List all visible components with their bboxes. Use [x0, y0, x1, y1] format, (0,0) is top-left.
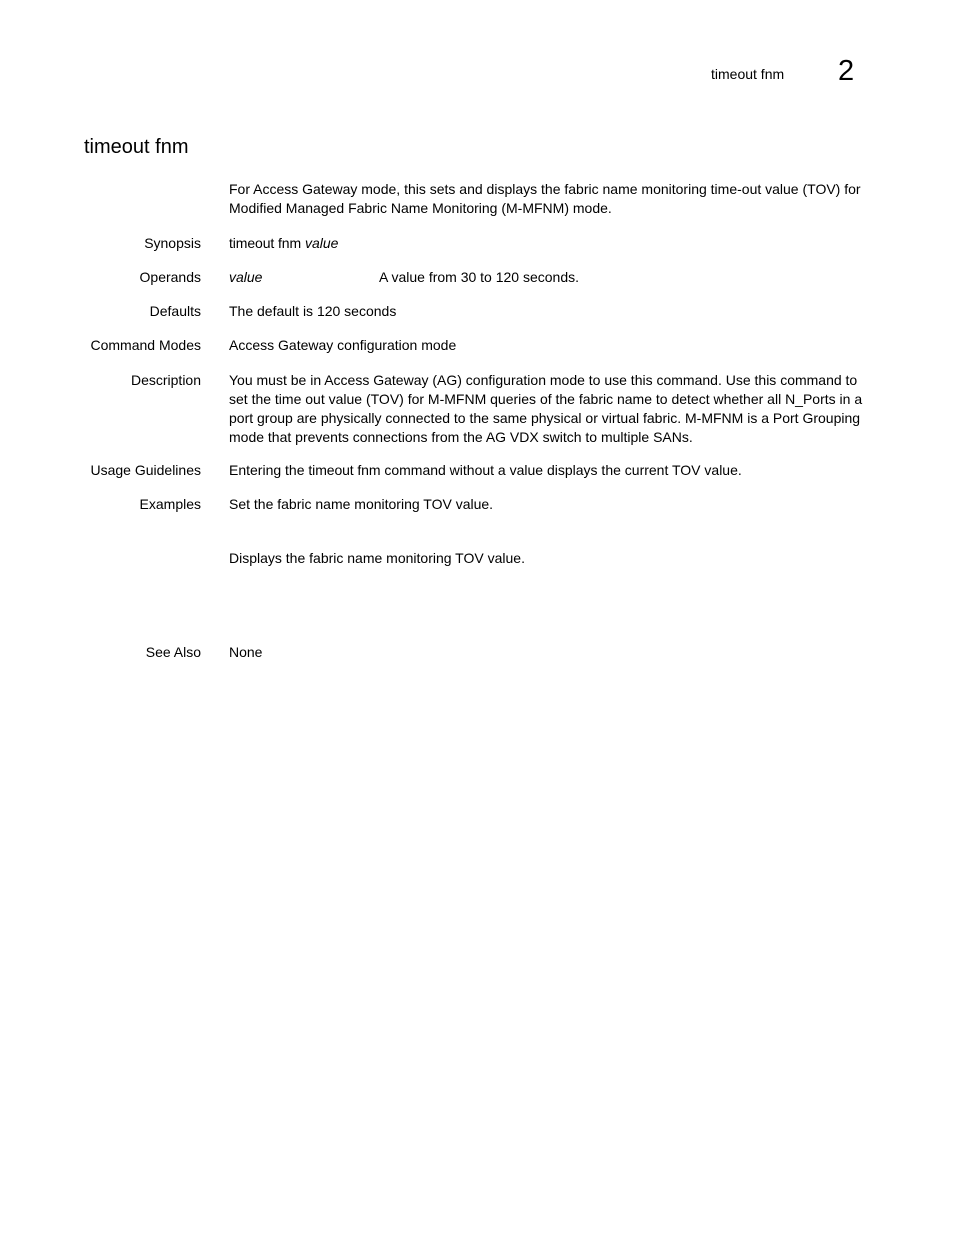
synopsis-command: timeout fnm — [229, 235, 302, 251]
operand-description: A value from 30 to 120 seconds. — [379, 269, 580, 285]
intro-paragraph: For Access Gateway mode, this sets and displays the fabric name monitoring time-out value (TOV) for Modified Managed Fabric Name Monitoring (M-MFNM) mode. — [229, 181, 861, 216]
operand-name: value — [229, 269, 263, 285]
defaults-label: Defaults — [149, 303, 201, 319]
usage-text-after: command without a value displays the current TOV value. — [380, 462, 742, 478]
operands-content — [229, 268, 874, 287]
page-title: timeout fnm — [84, 136, 189, 158]
see-also-label: See Also — [145, 644, 201, 660]
command-modes-text: Access Gateway configuration mode — [229, 337, 457, 353]
usage-guidelines-label: Usage Guidelines — [90, 462, 201, 478]
synopsis-argument: value — [304, 235, 339, 251]
command-modes-label: Command Modes — [90, 337, 201, 353]
usage-guidelines-content — [229, 461, 874, 480]
chapter-number: 2 — [838, 55, 855, 87]
description-label: Description — [130, 372, 201, 388]
description-text: You must be in Access Gateway (AG) configuration mode to use this command. Use this command to set the time out value (TOV) for M-MFNM queries of the fabric name to detect whether all N_Ports in a port group are physically connected to the same physical or virtual fabric. M-MFNM is a Port Grouping mode that prevents connections from the AG VDX switch to multiple SANs. — [229, 372, 863, 445]
usage-text-before: Entering the — [229, 462, 309, 478]
synopsis-content — [229, 234, 874, 253]
defaults-text: The default is 120 seconds — [229, 303, 397, 319]
example-2-text: Displays the fabric name monitoring TOV value. — [229, 550, 525, 566]
example-1-text: Set the fabric name monitoring TOV value. — [229, 496, 494, 512]
operands-label: Operands — [139, 269, 201, 285]
running-header-title: timeout fnm — [711, 66, 785, 82]
synopsis-label: Synopsis — [144, 235, 201, 251]
usage-command: timeout fnm — [308, 462, 381, 478]
examples-label: Examples — [139, 496, 201, 512]
see-also-text: None — [229, 644, 263, 660]
